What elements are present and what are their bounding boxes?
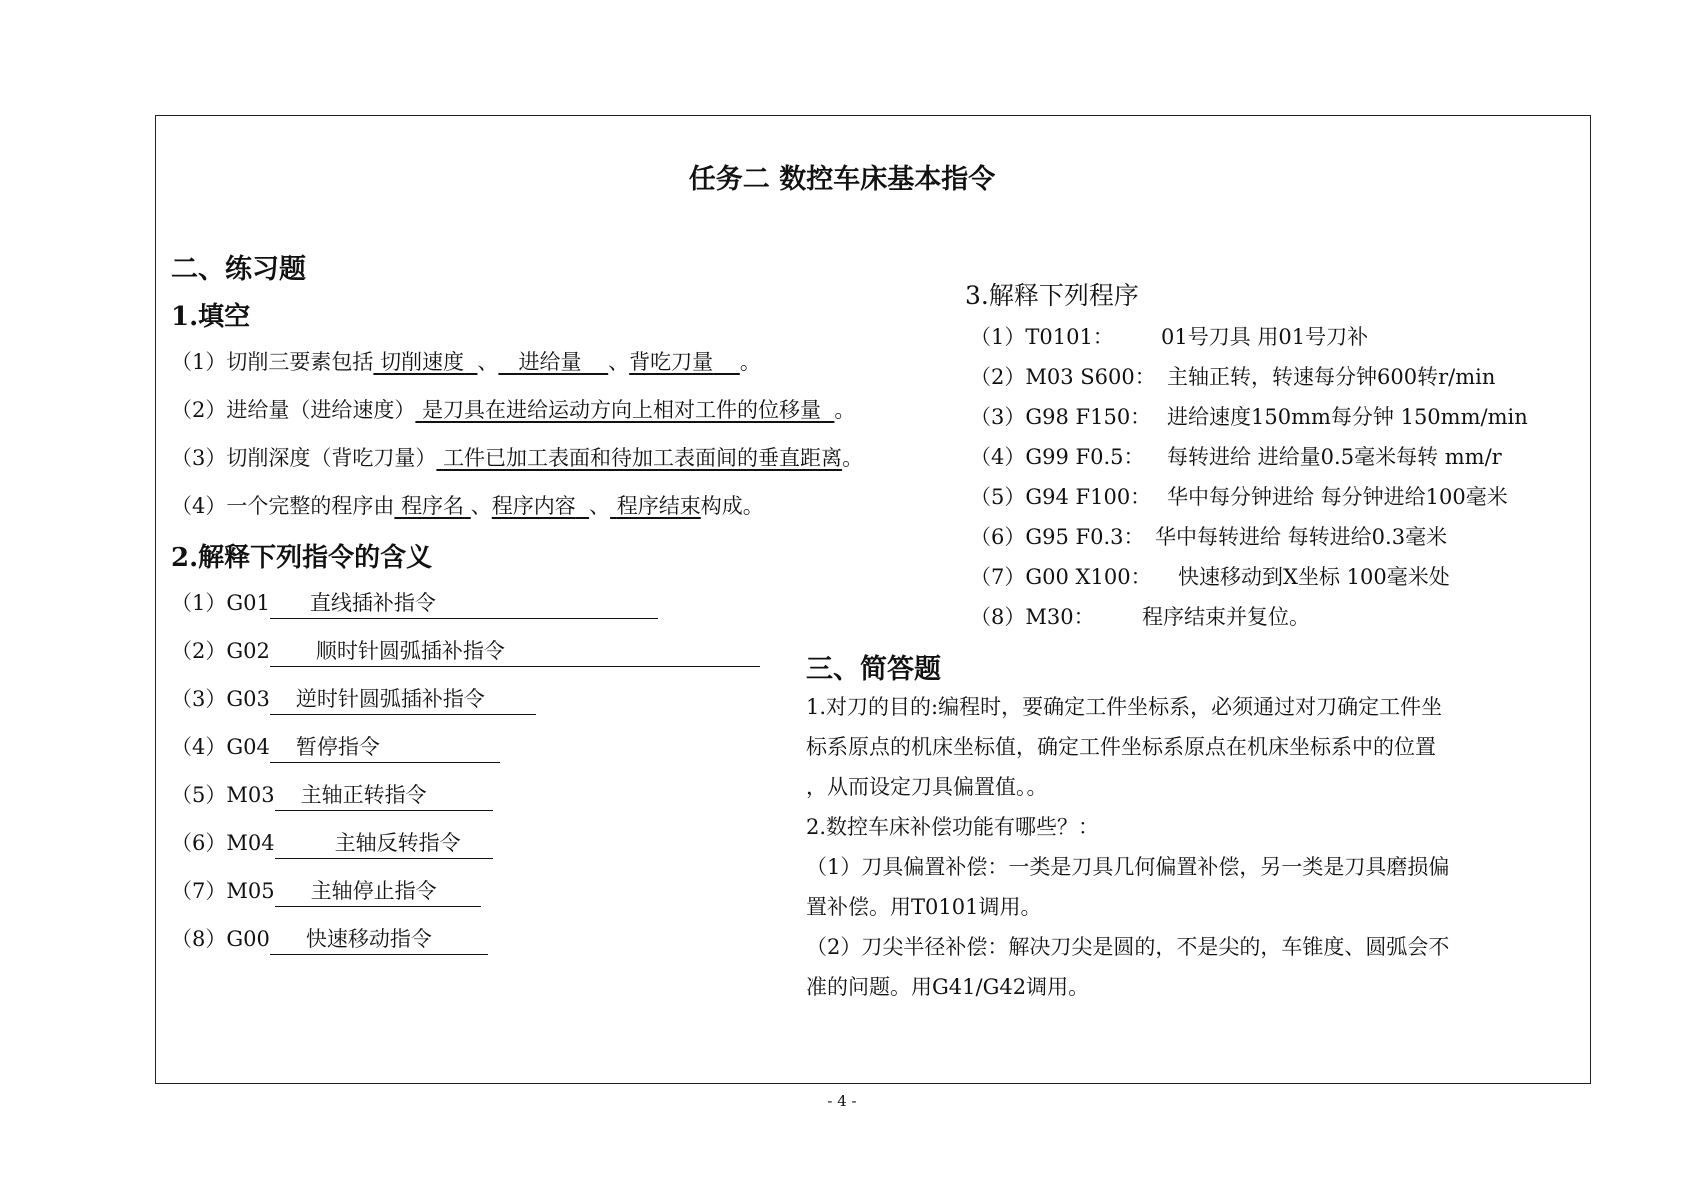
program-desc: 进给速度150mm每分钟 150mm/min (1167, 405, 1528, 429)
answer-line: 标系原点的机床坐标值，确定工件坐标系原点在机床坐标系中的位置 (806, 735, 1436, 759)
fill-answer: 程序内容 (491, 494, 576, 518)
program-code: （2）M03 S600： (970, 365, 1156, 389)
program-desc: 主轴正转，转速每分钟600转r/min (1167, 365, 1496, 389)
program-code: （4）G99 F0.5： (970, 445, 1145, 469)
fill-line-4: （4）一个完整的程序由 程序名 、程序内容 、 程序结束构成。 (171, 494, 764, 518)
subsection-heading-fill: 1.填空 (171, 302, 251, 332)
answer-line: 2.数控车床补偿功能有哪些？： (806, 815, 1100, 839)
fill-answer: 工件已加工表面和待加工表面间的垂直距离 (443, 446, 843, 470)
command-item: （5）M03 主轴正转指令 (171, 780, 493, 811)
command-item: （1）G01 直线插补指令 (171, 588, 658, 619)
fill-answer: 是刀具在进给运动方向上相对工件的位移量 (422, 398, 822, 422)
command-item: （3）G03 逆时针圆弧插补指令 (171, 684, 536, 715)
page-number: - 4 - (827, 1092, 857, 1110)
program-code: （6）G95 F0.3： (970, 525, 1145, 549)
answer-line: 置补偿。用T0101调用。 (806, 895, 1042, 919)
page-title: 任务二 数控车床基本指令 (688, 164, 996, 195)
program-code: （1）T0101： (970, 325, 1114, 349)
subsection-heading-commands: 2.解释下列指令的含义 (171, 543, 433, 573)
command-item: （2）G02 顺时针圆弧插补指令 (171, 636, 760, 667)
program-desc: 华中每分钟进给 每分钟进给100毫米 (1167, 485, 1508, 509)
fill-line-3: （3）切削深度（背吃刀量） 工件已加工表面和待加工表面间的垂直距离。 (171, 446, 864, 470)
program-desc: 快速移动到X坐标 100毫米处 (1178, 565, 1450, 589)
command-item: （6）M04 主轴反转指令 (171, 828, 493, 859)
section-heading-exercises: 二、练习题 (171, 254, 306, 285)
fill-answer: 进给量 (518, 350, 582, 374)
command-item: （8）G00 快速移动指令 (171, 924, 488, 955)
command-item: （7）M05 主轴停止指令 (171, 876, 481, 907)
fill-answer: 切削速度 (380, 350, 465, 374)
answer-line: （2）刀尖半径补偿：解决刀尖是圆的，不是尖的，车锥度、圆弧会不 (806, 935, 1450, 959)
program-code: （3）G98 F150： (970, 405, 1152, 429)
program-desc: 程序结束并复位。 (1142, 605, 1310, 629)
program-desc: 每转进给 进给量0.5毫米每转 mm/r (1167, 445, 1502, 469)
fill-line-2: （2）进给量（进给速度） 是刀具在进给运动方向上相对工件的位移量 。 (171, 398, 856, 422)
answer-line: 准的问题。用G41/G42调用。 (806, 975, 1090, 999)
program-code: （8）M30： (970, 605, 1095, 629)
answer-line: （1）刀具偏置补偿：一类是刀具几何偏置补偿，另一类是刀具磨损偏 (806, 855, 1450, 879)
program-code: （5）G94 F100： (970, 485, 1152, 509)
section-heading-short-answer: 三、简答题 (806, 654, 941, 685)
fill-answer: 程序结束 (616, 494, 701, 518)
program-desc: 01号刀具 用01号刀补 (1161, 325, 1369, 349)
program-code: （7）G00 X100： (970, 565, 1152, 589)
fill-answer: 背吃刀量 (629, 350, 714, 374)
program-desc: 华中每转进给 每转进给0.3毫米 (1155, 525, 1448, 549)
fill-answer: 程序名 (401, 494, 465, 518)
command-item: （4）G04 暂停指令 (171, 732, 500, 763)
fill-line-1: （1）切削三要素包括 切削速度 、 进给量 、背吃刀量 。 (171, 350, 761, 374)
answer-line: 1.对刀的目的:编程时，要确定工件坐标系，必须通过对刀确定工件坐 (806, 695, 1443, 719)
subsection-heading-program: 3.解释下列程序 (965, 281, 1139, 310)
answer-line: ，从而设定刀具偏置值。。 (806, 775, 1048, 799)
